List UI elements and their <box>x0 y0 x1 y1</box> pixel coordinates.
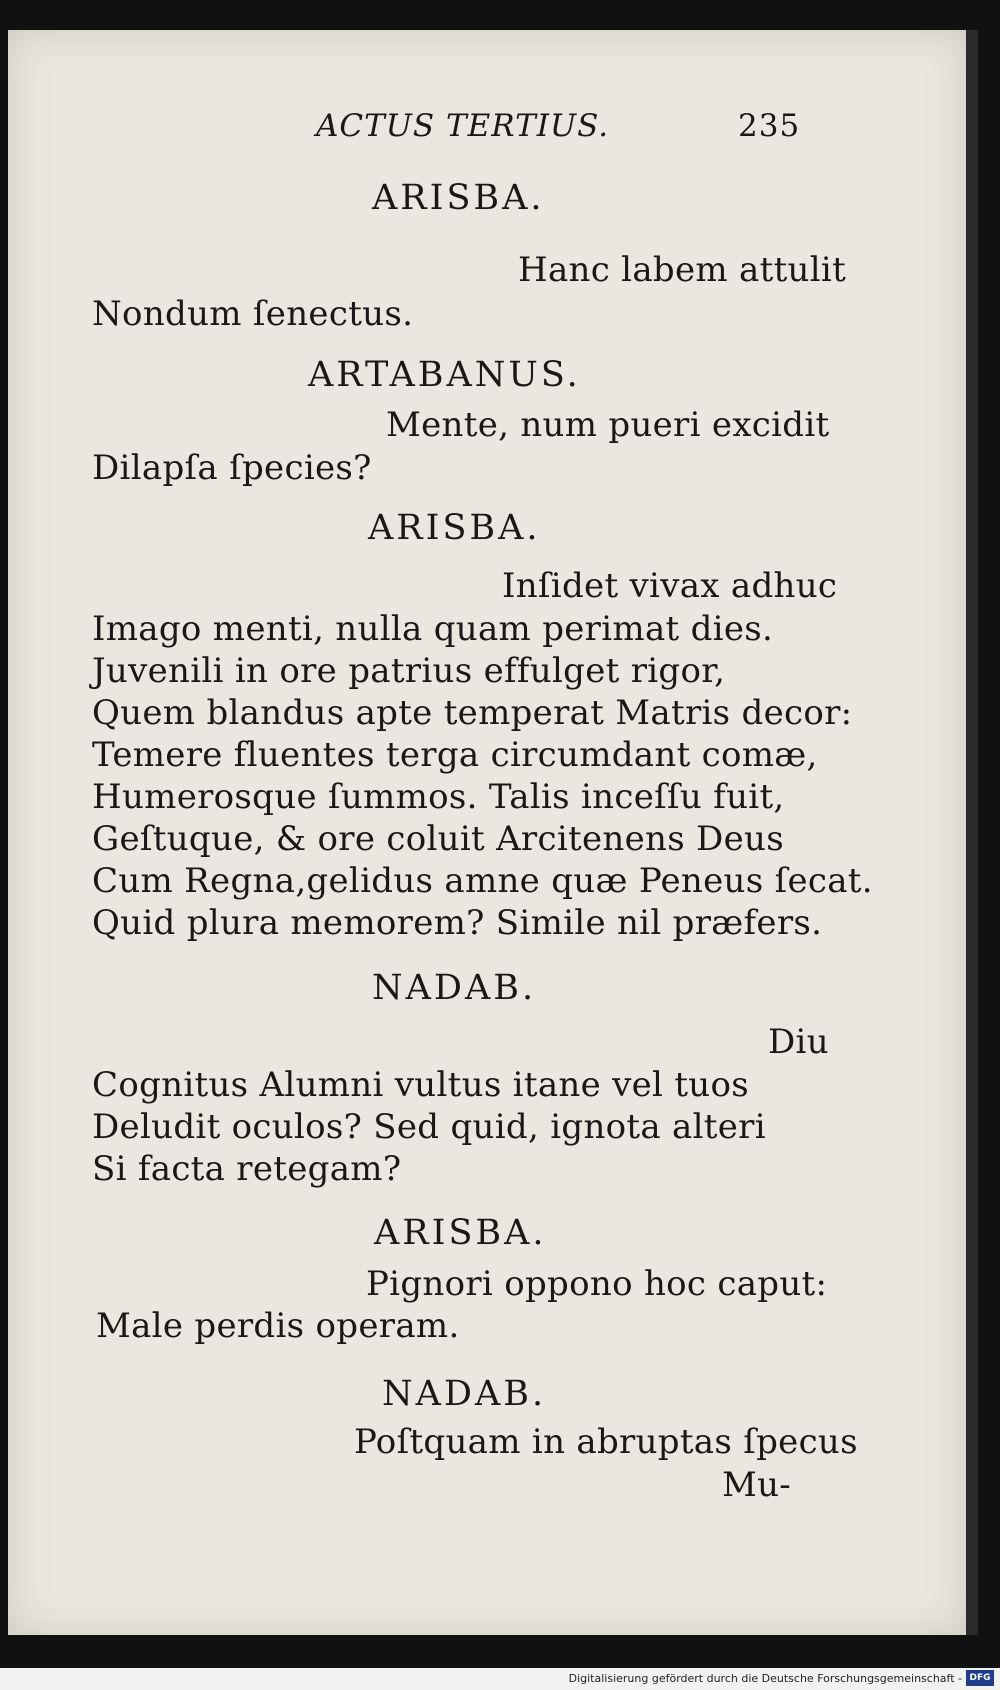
page-edge-shadow <box>966 30 978 1635</box>
verse-line: Humerosque ſummos. Talis inceſſu fuit, <box>92 777 785 817</box>
digitization-credit: Digitalisierung gefördert durch die Deutsche Forschungsgemeinschaft - <box>568 1672 962 1685</box>
page-number: 235 <box>738 108 801 144</box>
verse-line: Juvenili in ore patrius effulget rigor, <box>92 651 726 691</box>
verse-line: Si facta retegam? <box>92 1149 402 1189</box>
verse-line: Hanc labem attulit <box>518 250 847 290</box>
verse-line: Quem blandus apte temperat Matris decor: <box>92 693 853 733</box>
catchword: Mu- <box>722 1465 792 1505</box>
speaker-heading: ARISBA. <box>374 1213 547 1253</box>
speaker-heading: NADAB. <box>382 1374 547 1414</box>
verse-line: Nondum ſenectus. <box>92 294 414 334</box>
verse-line: Geſtuque, & ore coluit Arcitenens Deus <box>92 819 784 859</box>
verse-line: Poſtquam in abruptas ſpecus <box>354 1422 858 1462</box>
verse-line: Diu <box>768 1022 829 1062</box>
verse-line: Deludit oculos? Sed quid, ignota alteri <box>92 1107 766 1147</box>
verse-line: Inſidet vivax adhuc <box>502 566 838 606</box>
speaker-heading: ARTABANUS. <box>308 355 581 395</box>
verse-line: Male perdis operam. <box>96 1306 460 1346</box>
verse-line: Imago menti, nulla quam perimat dies. <box>92 609 774 649</box>
speaker-heading: ARISBA. <box>372 178 545 218</box>
verse-line: Cognitus Alumni vultus itane vel tuos <box>92 1065 749 1105</box>
running-title: ACTUS TERTIUS. <box>316 108 610 144</box>
speaker-heading: NADAB. <box>372 968 537 1008</box>
speaker-heading: ARISBA. <box>368 508 541 548</box>
verse-line: Mente, num pueri excidit <box>386 405 830 445</box>
verse-line: Pignori oppono hoc caput: <box>366 1264 828 1304</box>
verse-line: Quid plura memorem? Simile nil præfers. <box>92 903 823 943</box>
verse-line: Dilapſa ſpecies? <box>92 448 372 488</box>
verse-line: Cum Regna,gelidus amne quæ Peneus ſecat. <box>92 861 873 901</box>
dfg-logo: DFG <box>966 1670 994 1686</box>
verse-line: Temere fluentes terga circumdant comæ, <box>92 735 818 775</box>
